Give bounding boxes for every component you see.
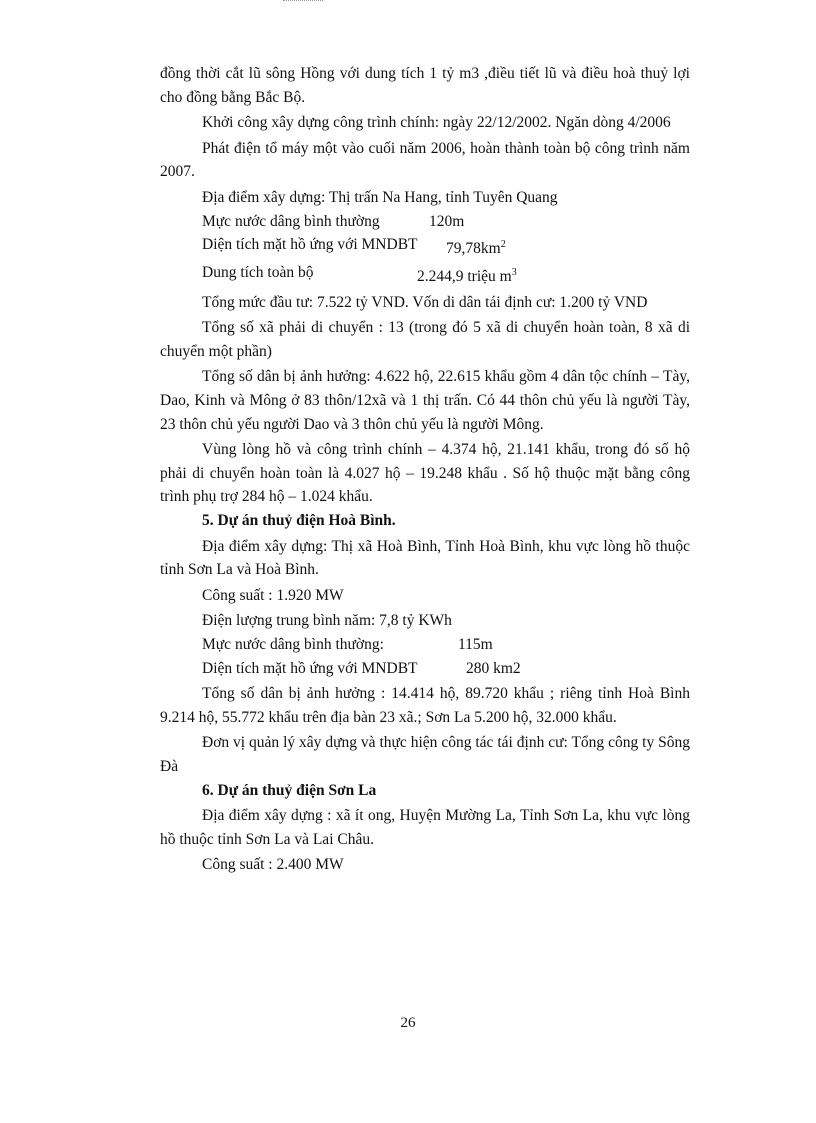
spec-row xyxy=(160,657,690,681)
paragraph: Vùng lòng hồ và công trình chính – 4.374 hộ, 21.141 khẩu, trong đó số hộ phải di chuyển hoàn toàn là 4.027 hộ – 19.248 khẩu . Số hộ thuộc mặt bằng công trình phụ trợ 284 hộ – 1.024 khẩu. xyxy=(160,441,690,506)
page-number: 26 xyxy=(400,1015,416,1031)
spec-value xyxy=(446,233,506,261)
paragraph: đồng thời cắt lũ sông Hồng với dung tích 1 tỷ m3 ,điều tiết lũ và điều hoà thuỷ lợi cho đồng bằng Bắc Bộ. xyxy=(160,65,690,106)
spec-label: Mực nước dâng bình thường: xyxy=(202,635,384,653)
body-text xyxy=(160,62,690,877)
scan-mark xyxy=(283,0,323,3)
spec-value: 115m xyxy=(458,635,493,653)
spec-label: Diện tích mặt hồ ứng với MNDBT xyxy=(202,236,418,254)
paragraph: Tổng mức đầu tư: 7.522 tỷ VND. Vốn di dân tái định cư: 1.200 tỷ VND xyxy=(202,293,648,311)
spec-row xyxy=(160,210,690,234)
paragraph: Khởi công xây dựng công trình chính: ngày 22/12/2002. Ngăn dòng 4/2006 xyxy=(202,114,671,132)
spec-value xyxy=(417,261,517,289)
paragraph: Địa điểm xây dựng: Thị xã Hoà Bình, Tỉnh Hoà Bình, khu vực lòng hồ thuộc tỉnh Sơn La và Hoà Bình. xyxy=(160,537,690,579)
spec-value: 280 km2 xyxy=(466,659,521,677)
superscript: 2 xyxy=(500,239,506,251)
spec-value-text: 2.244,9 triệu m xyxy=(417,268,512,286)
paragraph: Công suất : 2.400 MW xyxy=(202,856,344,874)
superscript: 3 xyxy=(511,266,517,278)
paragraph: Đơn vị quản lý xây dựng và thực hiện công tác tái định cư: Tổng công ty Sông Đà xyxy=(160,734,690,775)
paragraph: Tổng số dân bị ảnh hưởng: 4.622 hộ, 22.615 khẩu gồm 4 dân tộc chính – Tày, Dao, Kinh và Mông ở 83 thôn/12xã và 1 thị trấn. Có 44 thôn chủ yếu là người Tày, 23 thôn chủ yếu người Dao và 3 thôn chủ yếu là người Mông. xyxy=(160,368,690,433)
paragraph: Phát điện tổ máy một vào cuối năm 2006, hoàn thành toàn bộ công trình năm 2007. xyxy=(160,139,690,181)
paragraph: Địa điểm xây dựng : xã ít ong, Huyện Mường La, Tỉnh Sơn La, khu vực lòng hồ thuộc tỉnh Sơn La và Lai Châu. xyxy=(160,807,690,848)
paragraph: Địa điểm xây dựng: Thị trấn Na Hang, tỉnh Tuyên Quang xyxy=(202,188,558,206)
spec-value-text: 79,78km xyxy=(446,240,501,258)
paragraph: Tổng số dân bị ảnh hưởng : 14.414 hộ, 89.720 khẩu ; riêng tỉnh Hoà Bình 9.214 hộ, 55.772 khẩu trên địa bàn 23 xã.; Sơn La 5.200 hộ, 32.000 khẩu. xyxy=(160,685,690,726)
spec-label: Diện tích mặt hồ ứng với MNDBT xyxy=(202,659,418,677)
paragraph: Điện lượng trung bình năm: 7,8 tỷ KWh xyxy=(202,612,452,630)
section-heading: 6. Dự án thuỷ điện Sơn La xyxy=(202,781,377,799)
paragraph: Tổng số xã phải di chuyển : 13 (trong đó 5 xã di chuyển hoàn toàn, 8 xã di chuyển một phần) xyxy=(160,319,690,360)
spec-row xyxy=(160,233,690,261)
spec-row xyxy=(160,261,690,289)
spec-label: Dung tích toàn bộ xyxy=(202,263,314,281)
spec-value: 120m xyxy=(429,212,465,230)
spec-label: Mực nước dâng bình thường xyxy=(202,212,380,230)
section-heading: 5. Dự án thuỷ điện Hoà Bình. xyxy=(202,512,396,529)
spec-row xyxy=(160,633,690,657)
paragraph: Công suất : 1.920 MW xyxy=(202,586,344,604)
